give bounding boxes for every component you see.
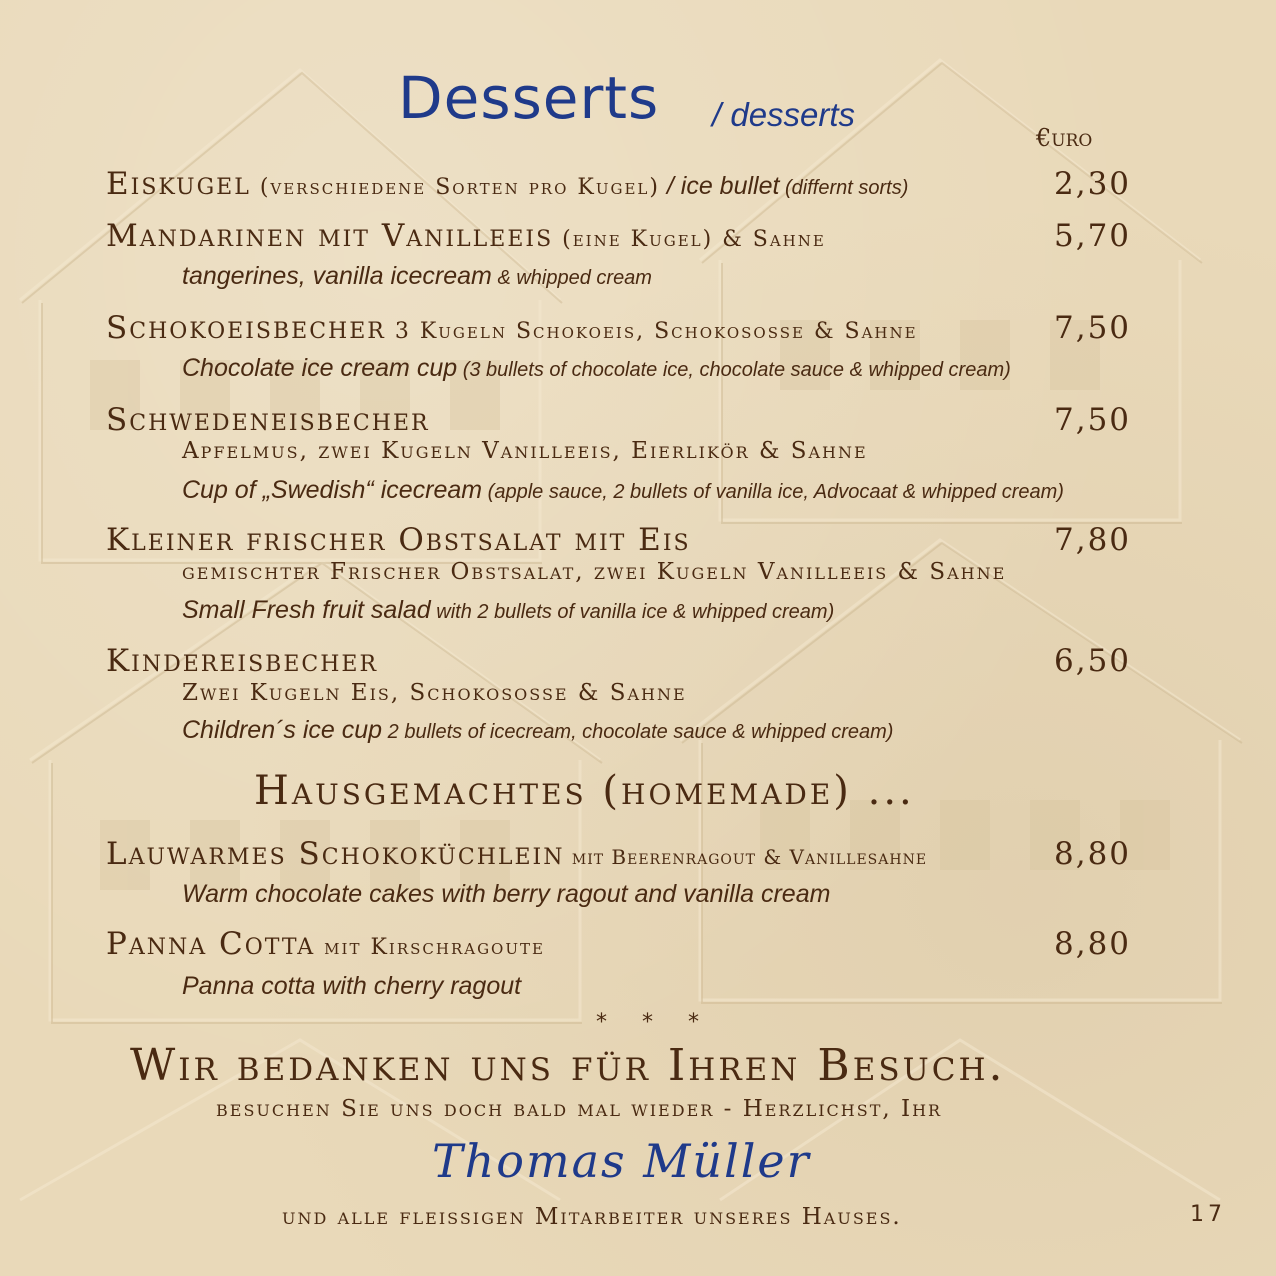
item-price: 8,80 xyxy=(1054,836,1132,872)
page-title: Desserts xyxy=(398,64,660,132)
item-english xyxy=(182,262,652,291)
item-name-main: Kleiner frischer Obstsalat mit Eis xyxy=(106,522,691,558)
page-number: 17 xyxy=(1190,1202,1226,1227)
item-english-main: Cup of „Swedish“ icecream xyxy=(182,476,483,504)
item-name-detail: 3 Kugeln Schokoeis, Schokososse & Sahne xyxy=(385,319,918,344)
item-english xyxy=(182,596,834,625)
item-english-main: tangerines, vanilla icecream xyxy=(182,262,492,290)
item-english-main: / ice bullet xyxy=(659,172,780,200)
item-name-detail: (eine Kugel) & Sahne xyxy=(553,227,826,252)
item-description: Apfelmus, zwei Kugeln Vanilleeis, Eierlikör & Sahne xyxy=(182,438,868,464)
item-name-main: Schokoeisbecher xyxy=(106,310,386,346)
menu-item-name xyxy=(106,402,430,438)
item-name-main: Schwedeneisbecher xyxy=(106,402,430,438)
item-name-main: Mandarinen mit Vanilleeis xyxy=(106,218,554,254)
page-subtitle: / desserts xyxy=(712,96,856,133)
item-name-detail: mit Beerenragout & Vanillesahne xyxy=(564,845,928,869)
item-price: 7,50 xyxy=(1054,310,1132,346)
divider-stars: * * * xyxy=(596,1010,713,1035)
currency-label: €uro xyxy=(1036,124,1093,152)
item-english-main: Panna cotta with cherry ragout xyxy=(182,972,522,1000)
item-english xyxy=(182,716,893,745)
menu-item-name xyxy=(106,218,826,254)
thank-you-heading: Wir bedanken uns für Ihren Besuch. xyxy=(130,1040,1006,1091)
item-description: Zwei Kugeln Eis, Schokososse & Sahne xyxy=(182,680,687,706)
item-english-main: Children´s ice cup xyxy=(182,716,383,744)
item-english xyxy=(182,476,1064,505)
item-name-main: Lauwarmes Schokoküchlein xyxy=(106,836,565,872)
item-price: 6,50 xyxy=(1054,643,1132,679)
item-name-detail: mit Kirschragoute xyxy=(315,935,545,960)
item-english-main: Warm chocolate cakes with berry ragout and vanilla cream xyxy=(182,880,831,908)
item-english-detail: (apple sauce, 2 bullets of vanilla ice, Advocaat & whipped cream) xyxy=(482,481,1064,503)
item-price: 2,30 xyxy=(1054,166,1132,202)
menu-item-name xyxy=(106,166,908,202)
item-name-main: Eiskugel xyxy=(106,166,251,202)
item-english-detail: with 2 bullets of vanilla ice & whipped cream) xyxy=(430,601,835,623)
menu-item-name xyxy=(106,836,927,872)
item-price: 5,70 xyxy=(1054,218,1132,254)
item-english-detail: (differnt sorts) xyxy=(779,177,909,199)
item-english-detail: & whipped cream xyxy=(491,267,652,289)
menu-item-name xyxy=(106,643,378,679)
item-english-detail: (3 bullets of chocolate ice, chocolate sauce & whipped cream) xyxy=(457,359,1011,381)
item-price: 8,80 xyxy=(1054,926,1132,962)
revisit-note: besuchen Sie uns doch bald mal wieder - Herzlichst, Ihr xyxy=(216,1096,943,1122)
item-english-main: Small Fresh fruit salad xyxy=(182,596,431,624)
item-price: 7,80 xyxy=(1054,522,1132,558)
item-name-main: Kindereisbecher xyxy=(106,643,379,679)
item-english-detail: 2 bullets of icecream, chocolate sauce & whipped cream) xyxy=(382,721,894,743)
menu-item-name xyxy=(106,522,691,558)
menu-item-name xyxy=(106,310,918,346)
item-name-detail: (verschiedene Sorten pro Kugel) xyxy=(250,175,660,200)
item-description: gemischter Frischer Obstsalat, zwei Kugeln Vanilleeis & Sahne xyxy=(182,559,1007,585)
owner-signature: Thomas Müller xyxy=(432,1134,811,1188)
item-english xyxy=(182,354,1011,383)
item-name-main: Panna Cotta xyxy=(106,926,316,962)
item-english-main: Chocolate ice cream cup xyxy=(182,354,458,382)
section-heading-homemade: Hausgemachtes (homemade) ... xyxy=(254,768,915,814)
menu-item-name xyxy=(106,926,545,962)
item-price: 7,50 xyxy=(1054,402,1132,438)
staff-note: und alle fleissigen Mitarbeiter unseres Hauses. xyxy=(282,1204,902,1230)
